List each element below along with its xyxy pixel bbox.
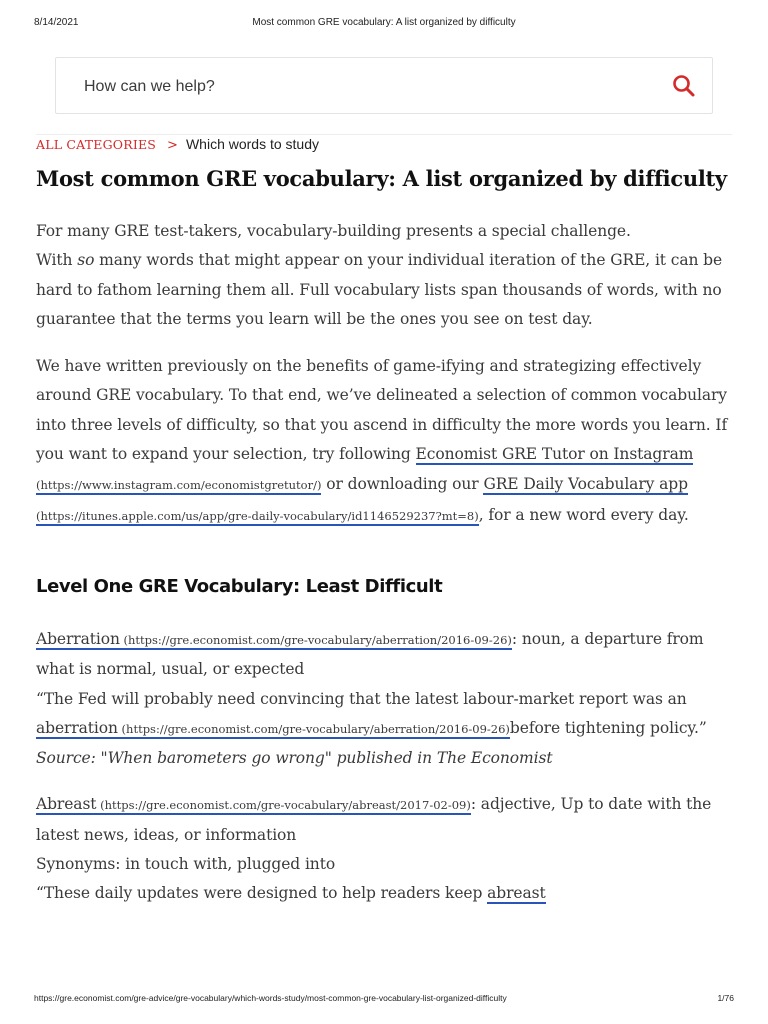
definition: : adjective, Up to date with the latest news, ideas, or information (36, 795, 712, 844)
quote-link-url: (https://gre.economist.com/gre-vocabulary/aberration/2016-09-26) (117, 721, 510, 736)
p2-text-3: , for a new word every day. (478, 505, 689, 524)
intro-rest: many words that might appear on your individual iteration of the GRE, it can be hard to fathom learning them all. Full vocabulary lists span thousands of words, with no guarantee that the terms you learn will be the ones you see on test day. (36, 251, 723, 328)
breadcrumb-current: Which words to study (185, 136, 320, 152)
emphasis-so: so (77, 251, 95, 270)
quote-before: “These daily updates were designed to help readers keep (36, 884, 488, 903)
intro-paragraph-2 (36, 352, 736, 531)
print-date: 8/14/2021 (34, 17, 79, 28)
quote-link-text: abreast (487, 884, 546, 903)
header-divider (36, 134, 732, 135)
page-title: Most common GRE vocabulary: A list organized by difficulty (36, 166, 727, 191)
vocab-entry-aberration (36, 625, 736, 773)
quote-source: Source: "When barometers go wrong" published in The Economist (36, 749, 553, 768)
app-link-url: (https://itunes.apple.com/us/app/gre-daily-vocabulary/id1146529237?mt=8) (36, 508, 479, 523)
page-count: 1/76 (717, 993, 734, 1003)
p2-text-1: We have written previously on the benefits of game-ifying and strategizing effectively around GRE vocabulary. To that end, we’ve delineated a selection of common vocabulary into three levels of difficulty, so that you ascend in difficulty the more words you learn. If you want to expand your selection, try following (36, 357, 728, 464)
quote-link-abreast[interactable] (487, 884, 545, 904)
article-intro (36, 217, 736, 531)
word-link-abreast[interactable] (36, 795, 471, 815)
breadcrumb-all-categories[interactable]: ALL CATEGORIES (36, 137, 157, 152)
print-doc-title: Most common GRE vocabulary: A list organized by difficulty (252, 17, 516, 28)
intro-paragraph-1 (36, 217, 736, 334)
print-header (0, 17, 768, 31)
print-url: https://gre.economist.com/gre-advice/gre-vocabulary/which-words-study/most-common-gre-vocabulary-list-organized-difficulty (34, 993, 507, 1003)
quote-link-aberration[interactable] (36, 719, 510, 739)
quote-link-text: aberration (36, 718, 118, 737)
word-text: Aberration (36, 630, 120, 648)
quote-before: “The Fed will probably need convincing that the latest labour-market report was an (36, 689, 687, 708)
word-link-aberration[interactable] (36, 630, 512, 650)
print-footer (0, 993, 768, 1007)
instagram-link-url: (https://www.instagram.com/economistgretutor/) (36, 478, 322, 493)
word-url: (https://gre.economist.com/gre-vocabulary/abreast/2017-02-09) (96, 798, 471, 813)
vocabulary-entries (36, 625, 736, 909)
p2-text-2: or downloading our (321, 475, 484, 494)
vocab-entry-abreast (36, 790, 736, 908)
section-heading: Level One GRE Vocabulary: Least Difficult (36, 576, 443, 597)
app-link-text: GRE Daily Vocabulary app (483, 475, 688, 494)
synonyms: Synonyms: in touch with, plugged into (36, 855, 336, 874)
quote-after: before tightening policy.” (509, 718, 707, 737)
instagram-link-text: Economist GRE Tutor on Instagram (415, 445, 694, 464)
word-text: Abreast (36, 795, 97, 814)
breadcrumb (36, 136, 319, 154)
intro-line-1: For many GRE test-takers, vocabulary-building presents a special challenge. (36, 222, 631, 240)
search-bar (55, 57, 713, 114)
intro-with: With (36, 251, 78, 270)
search-input[interactable] (84, 76, 644, 98)
word-url: (https://gre.economist.com/gre-vocabulary/aberration/2016-09-26) (119, 633, 512, 647)
breadcrumb-separator: > (167, 138, 178, 153)
definition: : noun, a departure from what is normal, usual, or expected (36, 630, 704, 679)
search-icon[interactable] (670, 72, 698, 100)
